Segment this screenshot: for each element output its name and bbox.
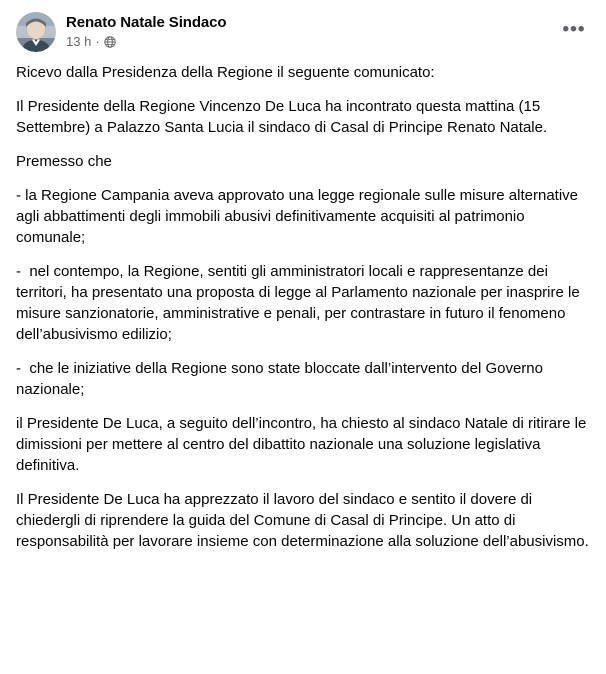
ellipsis-icon: ••• xyxy=(562,19,586,40)
meta-separator: · xyxy=(95,34,100,49)
post-author-name[interactable]: Renato Natale Sindaco xyxy=(66,14,227,31)
post-header xyxy=(0,0,606,58)
post-paragraph: - che le iniziative della Regione sono state bloccate dall’intervento del Governo nazionale; xyxy=(16,360,548,398)
avatar[interactable] xyxy=(16,12,56,52)
post-paragraph: - nel contempo, la Regione, sentiti gli amministratori locali e rappresentanze dei territori, ha presentato una proposta di legge al Parlamento nazionale per inasprire le misure sanzionatorie, amministrative e penali, per contrastare in futuro il fenomeno dell’abusivismo edilizio; xyxy=(16,263,584,343)
post-paragraph: - la Regione Campania aveva approvato una legge regionale sulle misure alternative agli abbattimenti degli immobili abusivi definitivamente acquisiti al patrimonio comunale; xyxy=(16,187,583,246)
post-paragraph: Ricevo dalla Presidenza della Regione il seguente comunicato: xyxy=(16,64,435,81)
post-paragraph: Il Presidente De Luca ha apprezzato il lavoro del sindaco e sentito il dovere di chiedergli di riprendere la guida del Comune di Casal di Principe. Un atto di responsabilità per lavorare insieme con determinazione alla soluzione dell’abusivismo. xyxy=(16,491,589,550)
post-meta xyxy=(66,34,558,50)
post-header-text xyxy=(66,12,558,50)
post-options-button[interactable] xyxy=(558,14,590,46)
post-paragraph: Premesso che xyxy=(16,153,112,170)
globe-icon[interactable] xyxy=(104,36,116,48)
post-paragraph: il Presidente De Luca, a seguito dell’incontro, ha chiesto al sindaco Natale di ritirare le dimissioni per mettere al centro del dibattito nazionale una soluzione legislativa definitiva. xyxy=(16,415,591,474)
post-paragraph: Il Presidente della Regione Vincenzo De Luca ha incontrato questa mattina (15 Settembre) a Palazzo Santa Lucia il sindaco di Casal di Principe Renato Natale. xyxy=(16,98,548,136)
post-body xyxy=(0,58,606,566)
post-timestamp[interactable]: 13 h xyxy=(66,34,92,49)
